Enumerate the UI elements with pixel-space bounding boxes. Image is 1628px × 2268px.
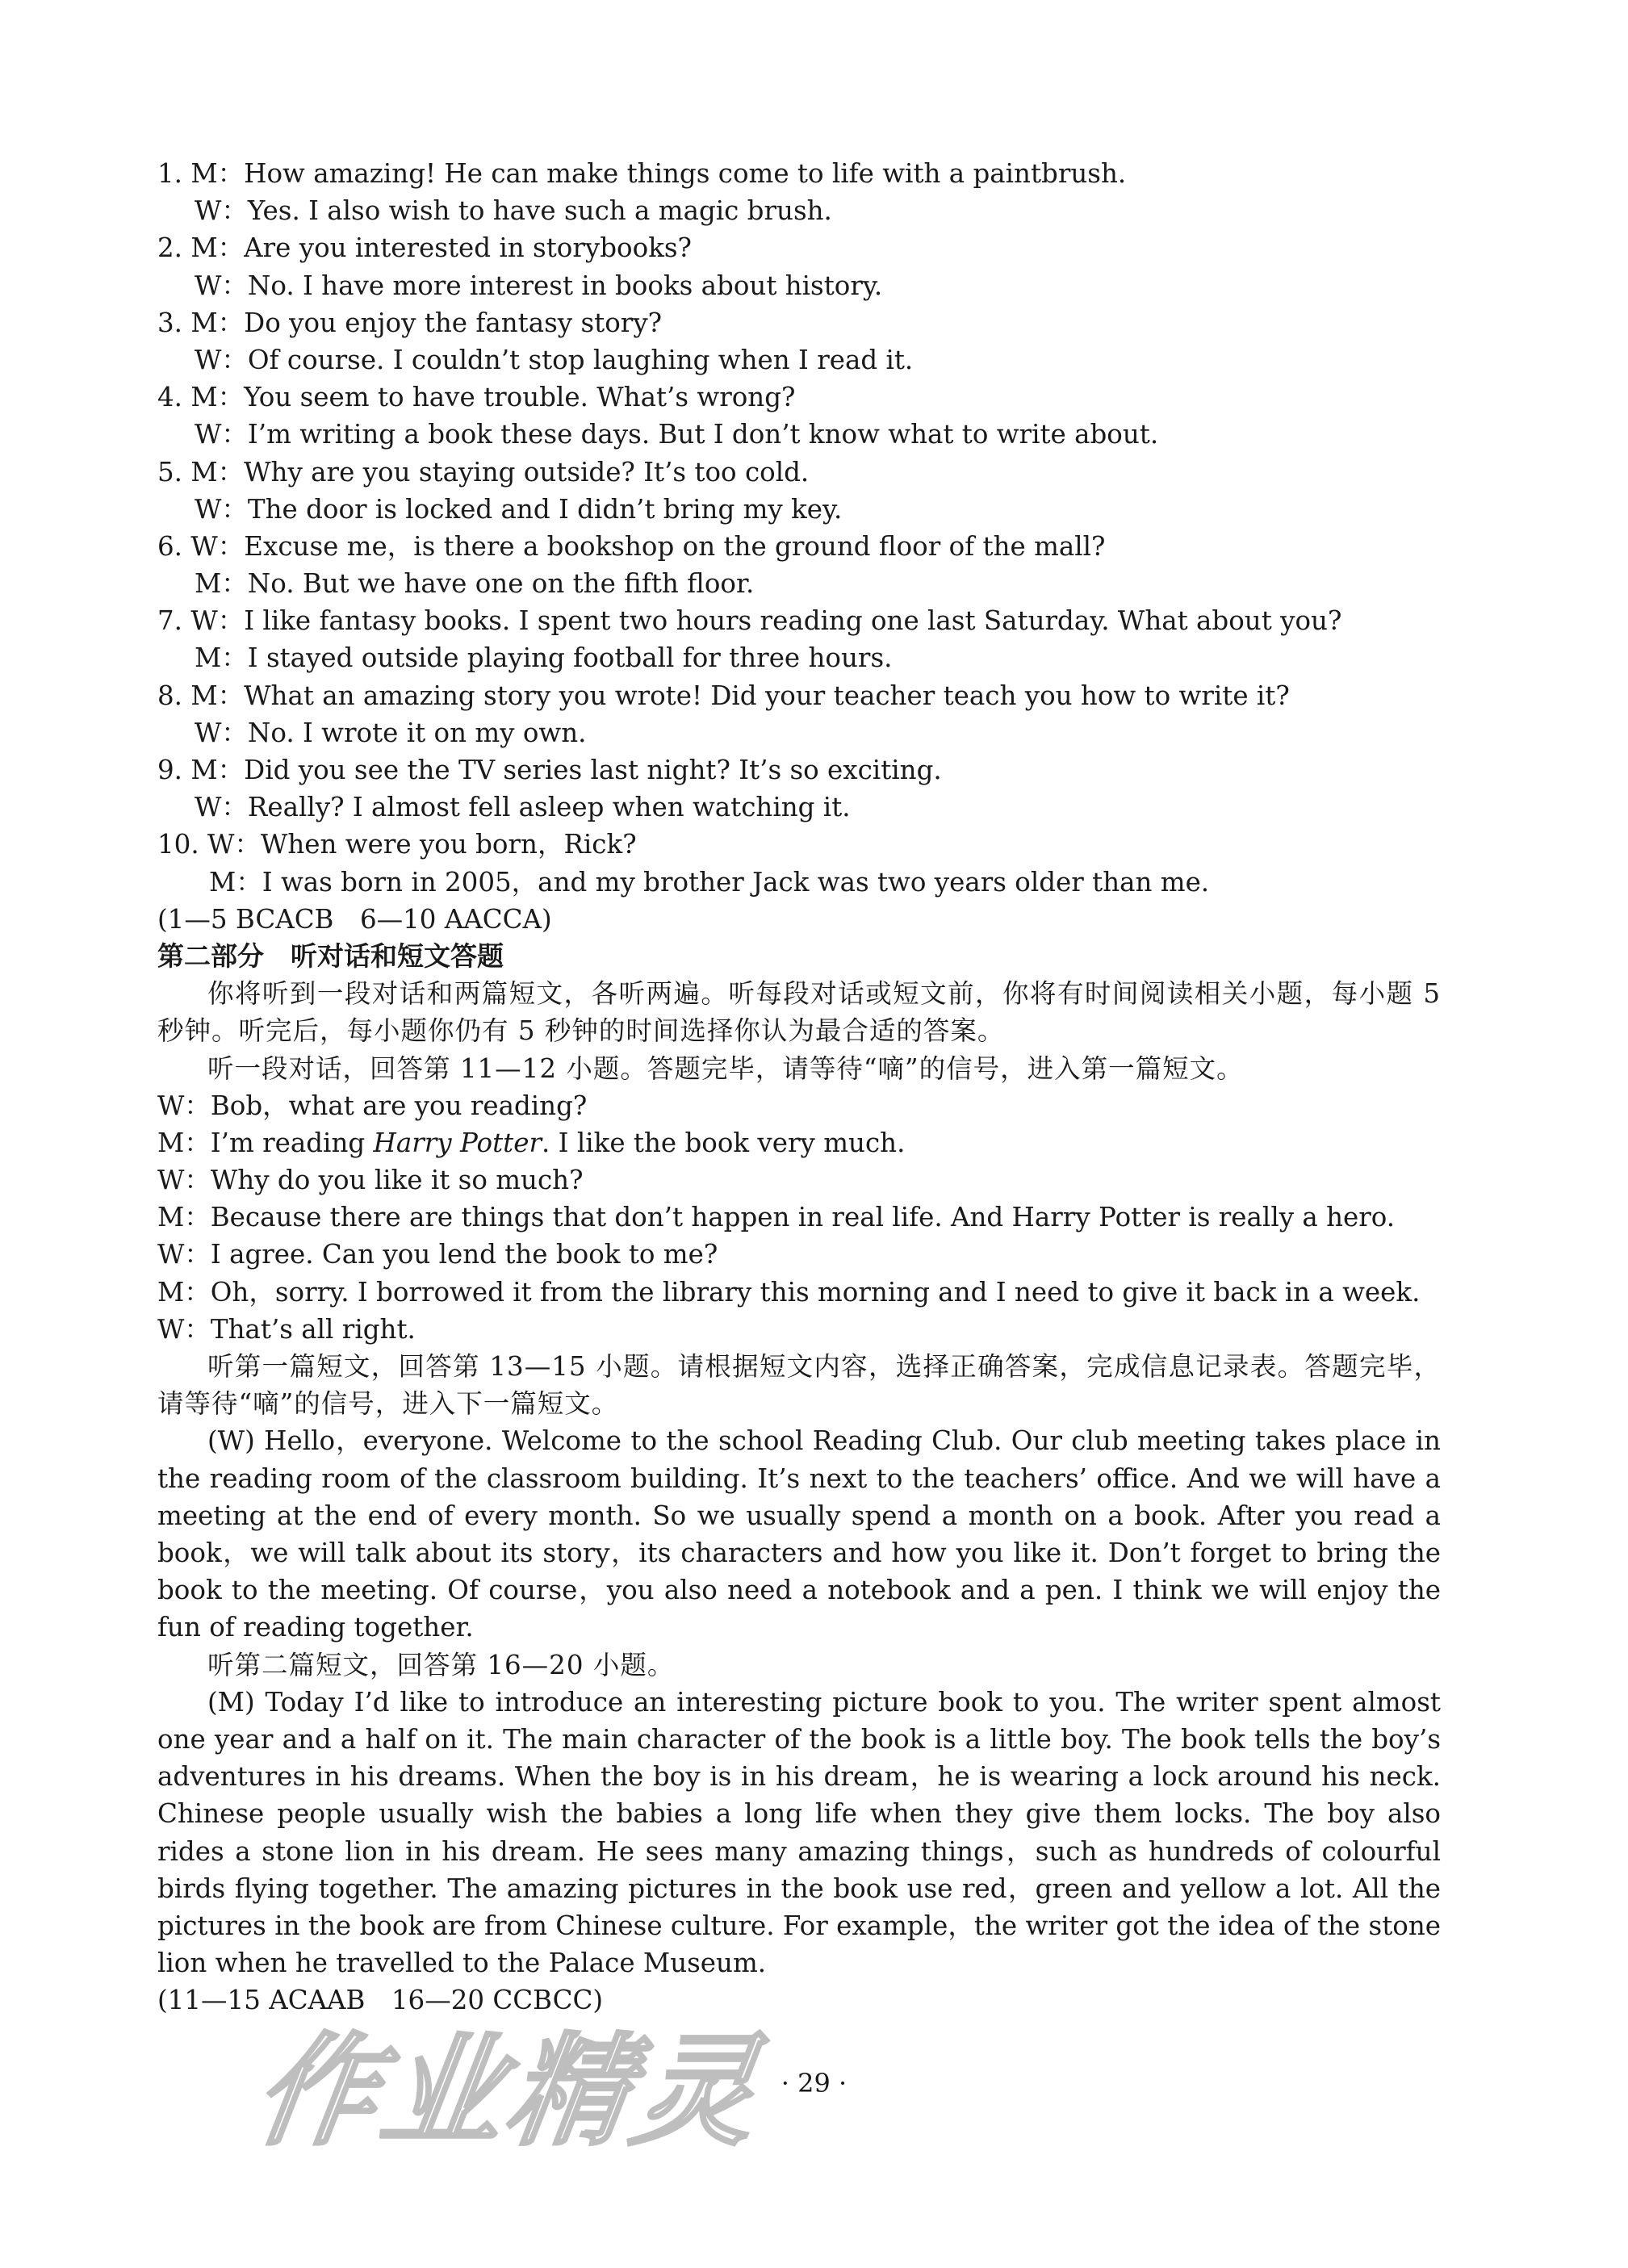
dialogue-5-line-b: W：The door is locked and I didn’t bring my key. (195, 493, 843, 525)
dialogue-2-line-b: W：No. I have more interest in books about history. (195, 270, 883, 301)
dialogue-7-line-b: M：I stayed outside playing football for three hours. (195, 642, 893, 674)
page-content (157, 155, 1441, 2019)
dialogue-6-line-a: 6. W：Excuse me，is there a bookshop on the ground floor of the mall? (157, 530, 1106, 562)
dialogue-6-line-b: M：No. But we have one on the fifth floor. (195, 568, 755, 600)
dialogue-7-line-a: 7. W：I like fantasy books. I spent two hours reading one last Saturday. What about you? (157, 605, 1342, 637)
dialogue-9-line-b: W：Really? I almost fell asleep when watching it. (195, 792, 851, 823)
section2-dialogue-line: W：Why do you like it so much? (157, 1165, 584, 1196)
section2-heading: 第二部分 听对话和短文答题 (157, 939, 504, 972)
dialogue-5-line-a: 5. M：Why are you staying outside? It’s too cold. (157, 456, 810, 487)
passage2-text: (M) Today I’d like to introduce an interesting picture book to you. The writer spent almost one year and a half on it. The main character of the book is a little boy. The book tells the boy’s adventures in his dreams. When the boy is in his dream，he is wearing a lock around his neck. Chinese people usually wish the babies a long life when they give them locks. The boy also rides a stone lion in his dream. He sees many amazing things，such as hundreds of colourful birds flying together. The amazing pictures in the book use red，green and yellow a lot. All the pictures in the book are from Chinese culture. For example，the writer got the idea of the stone lion when he travelled to the Palace Museum. (157, 1686, 1441, 1979)
dialogue-list (157, 155, 1441, 901)
dialogue-8-line-b: W：No. I wrote it on my own. (195, 717, 587, 748)
dialogue-1-line-b: W：Yes. I also wish to have such a magic brush. (195, 195, 832, 227)
dialogue-4-line-b: W：I’m writing a book these days. But I don’t know what to write about. (195, 419, 1159, 450)
section1-answers: (1—5 BCACB 6—10 AACCA) (157, 903, 552, 935)
page-number: · 29 · (781, 2068, 847, 2099)
section2-answers: (11—15 ACAAB 16—20 CCBCC) (157, 1985, 604, 2016)
section2-dialogue-line: W：I agree. Can you lend the book to me? (157, 1239, 718, 1270)
dialogue-intro: 听一段对话，回答第 11—12 小题。答题完毕，请等待“嘀”的信号，进入第一篇短文。 (207, 1052, 1244, 1084)
dialogue-9-line-a: 9. M：Did you see the TV series last night? It’s so exciting. (157, 755, 942, 785)
dialogue-4-line-a: 4. M：You seem to have trouble. What’s wrong? (157, 382, 796, 413)
watermark-logo: 作业精灵 (246, 2022, 771, 2162)
dialogue-8-line-a: 8. M：What an amazing story you wrote! Did your teacher teach you how to write it? (157, 680, 1290, 711)
section2-dialogue-line: W：That’s all right. (157, 1313, 416, 1345)
dialogue-3-line-b: W：Of course. I couldn’t stop laughing when I read it. (195, 344, 914, 375)
section2-dialogue-line: W：Bob，what are you reading? (157, 1090, 588, 1121)
section2-dialogue-line: M：Oh，sorry. I borrowed it from the library this morning and I need to give it back in a week. (157, 1276, 1421, 1308)
section2-dialogue-line: M：I’m reading Harry Potter. I like the book very much. (157, 1127, 906, 1158)
dialogue-2-line-a: 2. M：Are you interested in storybooks? (157, 232, 692, 264)
dialogue-3-line-a: 3. M：Do you enjoy the fantasy story? (157, 307, 663, 338)
dialogue-10-line-a: 10. W：When were you born，Rick? (157, 829, 637, 860)
section2-dialogue-line: M：Because there are things that don’t happen in real life. And Harry Potter is really a hero. (157, 1202, 1396, 1233)
book-title: Harry Potter (373, 1127, 542, 1158)
dialogue-1-line-a: 1. M：How amazing! He can make things come to life with a paintbrush. (157, 158, 1127, 189)
section2-instructions: 你将听到一段对话和两篇短文，各听两遍。听每段对话或短文前，你将有时间阅读相关小题，每小题 5 秒钟。听完后，每小题你仍有 5 秒钟的时间选择你认为最合适的答案。 (157, 978, 1441, 1047)
passage1-text: (W) Hello，everyone. Welcome to the school Reading Club. Our club meeting takes place in the reading room of the classroom building. It’s next to the teachers’ office. And we will have a meeting at the end of every month. So we usually spend a month on a book. After you read a book，we will talk about its story，its characters and how you like it. Don’t forget to bring the book to the meeting. Of course，you also need a notebook and a pen. I think we will enjoy the fun of reading together. (157, 1425, 1441, 1643)
dialogue-10-line-b: M：I was born in 2005，and my brother Jack was two years older than me. (209, 866, 1210, 898)
passage1-intro: 听第一篇短文，回答第 13—15 小题。请根据短文内容，选择正确答案，完成信息记录表。答题完毕，请等待“嘀”的信号，进入下一篇短文。 (157, 1351, 1441, 1420)
section2-dialogue (157, 1087, 1441, 1348)
passage2-intro: 听第二篇短文，回答第 16—20 小题。 (207, 1649, 675, 1680)
